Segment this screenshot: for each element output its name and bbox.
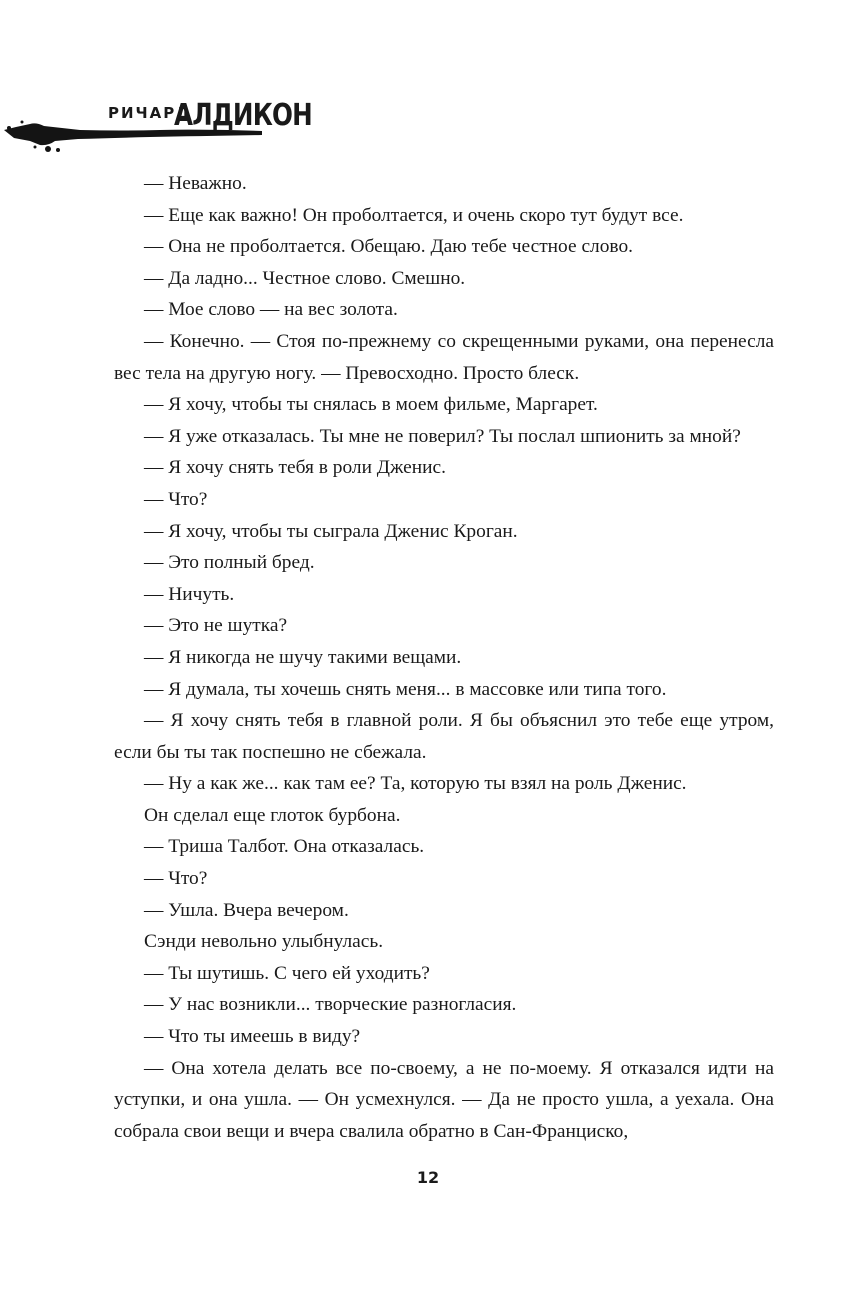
paragraph: — Ну а как же... как там ее? Та, которую ты взял на роль Дженис. [144,773,687,795]
paragraph: — Это полный бред. [144,552,315,574]
paragraph: — Я хочу снять тебя в главной роли. Я бы объяснил это тебе еще утром, если бы ты так поспешно не сбежала. [114,710,774,763]
paragraph: — Мое слово — на вес золота. [144,299,398,321]
page-number: 12 [416,1168,440,1187]
paragraph: Он сделал еще глоток бурбона. [144,804,401,826]
paragraph: — Конечно. — Стоя по-прежнему со скрещенными руками, она перенесла вес тела на другую ногу. — Превосходно. Просто блеск. [114,330,774,384]
body-text [114,168,774,1147]
paragraph: — Триша Талбот. Она отказалась. [144,836,425,858]
paragraph: Сэнди невольно улыбнулась. [144,931,384,953]
paragraph: — Я никогда не шучу такими вещами. [144,646,462,668]
paragraph: — Она хотела делать все по-своему, а не по-моему. Я отказался идти на уступки, и она ушла. — Он усмехнулся. — Да не просто ушла, а уехала. Она собрала свои вещи и вчера свалила обратно в Сан-Франциско, [114,1057,774,1142]
author-first-name: РИЧАРД [108,104,192,122]
author-last-name: АЛДИКОН [174,98,312,133]
paragraph: — Я уже отказалась. Ты мне не поверил? Ты послал шпионить за мной? [144,425,741,447]
paragraph: — Я хочу, чтобы ты сыграла Дженис Кроган. [144,520,518,542]
paragraph: — Да ладно... Честное слово. Смешно. [144,267,466,289]
paragraph: — Неважно. [144,173,247,194]
paragraph: — Что? [144,868,208,890]
paragraph: — У нас возникли... творческие разногласия. [144,994,517,1016]
paragraph: — Я хочу снять тебя в роли Дженис. [144,457,446,479]
paragraph: — Я хочу, чтобы ты снялась в моем фильме, Маргарет. [144,394,598,416]
paragraph: — Ты шутишь. С чего ей уходить? [144,962,430,984]
paragraph: — Это не шутка? [144,615,288,637]
paragraph: — Что? [144,488,208,510]
paragraph: — Я думала, ты хочешь снять меня... в массовке или типа того. [144,678,667,700]
paragraph: — Ничуть. [144,583,235,605]
paragraph: — Еще как важно! Он проболтается, и очень скоро тут будут все. [144,204,684,226]
paragraph: — Она не проболтается. Обещаю. Даю тебе честное слово. [144,236,633,258]
paragraph: — Что ты имеешь в виду? [144,1026,361,1048]
paragraph: — Ушла. Вчера вечером. [144,899,349,921]
